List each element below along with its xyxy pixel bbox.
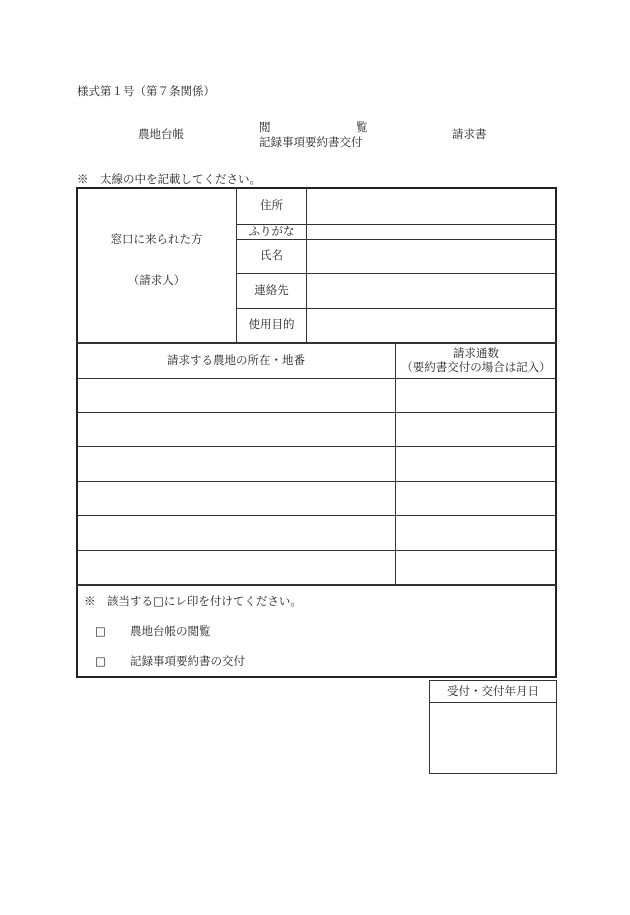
- instruction-text: ※ 太線の中を記載してください。: [77, 172, 261, 186]
- form-number: 様式第１号（第７条関係）: [77, 84, 215, 98]
- address-field[interactable]: [307, 189, 555, 224]
- receipt-header-line: [430, 702, 556, 703]
- request-count-header: [396, 343, 556, 378]
- request-count-cell-3[interactable]: [396, 447, 555, 481]
- receipt-date-field[interactable]: [431, 704, 555, 772]
- checkbox-note: ※ 該当する□にレ印を付けてください。: [84, 594, 302, 608]
- title-right: 請求書: [452, 127, 487, 141]
- purpose-label: 使用目的: [248, 317, 295, 332]
- furigana-label: ふりがな: [248, 223, 295, 238]
- option-label-ledger-view: 農地台帳の閲覧: [130, 624, 211, 638]
- request-count-cell-1[interactable]: [396, 379, 555, 412]
- land-location-cell-5[interactable]: [78, 516, 394, 550]
- request-count-cell-5[interactable]: [396, 516, 555, 550]
- title-middle-top-right: 覧: [356, 120, 368, 134]
- land-location-cell-6[interactable]: [78, 551, 394, 583]
- title-left: 農地台帳: [138, 127, 184, 141]
- option-label-summary-issue: 記録事項要約書の交付: [130, 654, 245, 668]
- receipt-header: 受付・交付年月日: [447, 683, 539, 698]
- name-field[interactable]: [307, 240, 555, 273]
- name-label: 氏名: [260, 248, 283, 263]
- request-count-cell-6[interactable]: [396, 551, 555, 583]
- request-count-cell-4[interactable]: [396, 482, 555, 515]
- checkbox-summary-issue[interactable]: □: [95, 654, 106, 668]
- title-middle-bottom: 記録事項要約書交付: [259, 135, 363, 149]
- address-label: 住所: [260, 198, 283, 213]
- land-location-cell-2[interactable]: [78, 413, 394, 446]
- applicant-label-sub: [77, 271, 236, 291]
- title-middle-top-left: 閲: [259, 120, 271, 134]
- request-count-header-line1: 請求通数: [453, 345, 499, 360]
- land-location-header: 請求する農地の所在・地番: [167, 352, 305, 367]
- applicant-label-line2: （請求人）: [127, 273, 186, 288]
- land-location-cell-1[interactable]: [78, 379, 394, 412]
- land-location-cell-3[interactable]: [78, 447, 394, 481]
- applicant-label-line1: 窓口に来られた方: [110, 232, 203, 247]
- request-count-header-line2: （要約書交付の場合は記入）: [401, 359, 551, 374]
- land-location-cell-4[interactable]: [78, 482, 394, 515]
- contact-label: 連絡先: [254, 282, 289, 297]
- furigana-field[interactable]: [307, 225, 555, 239]
- checkbox-ledger-view[interactable]: □: [95, 624, 106, 638]
- request-count-cell-2[interactable]: [396, 413, 555, 446]
- contact-field[interactable]: [307, 274, 555, 308]
- applicant-label: [77, 230, 236, 250]
- section-divider-2: [77, 584, 556, 586]
- purpose-field[interactable]: [307, 309, 555, 342]
